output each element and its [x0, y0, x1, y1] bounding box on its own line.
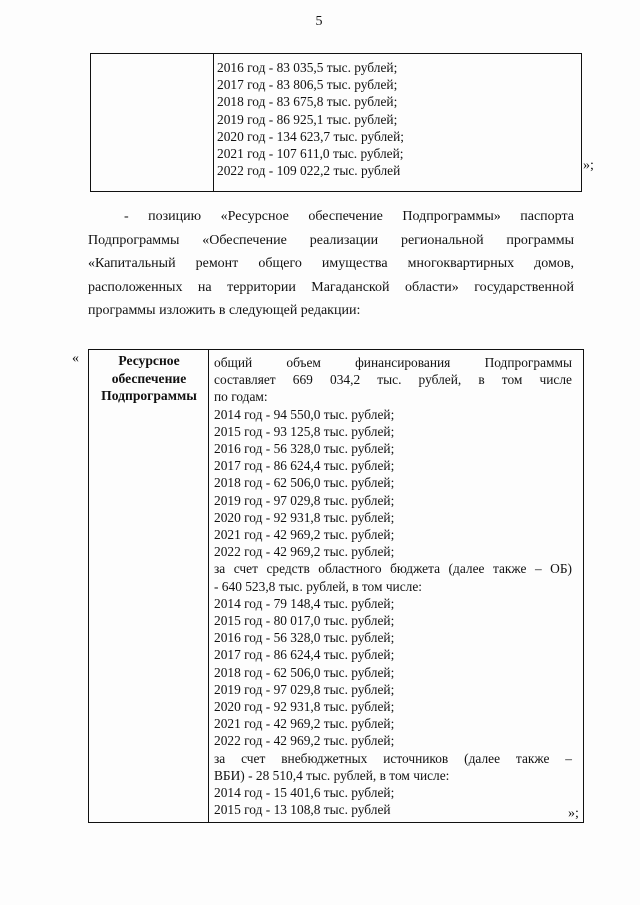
resource-provision-label: [99, 352, 199, 405]
page-number: 5: [315, 14, 323, 29]
financing-line: 2020 год - 92 931,8 тыс. рублей;: [214, 509, 395, 525]
column-divider: [213, 54, 214, 191]
financing-line: 2018 год - 62 506,0 тыс. рублей;: [214, 664, 395, 680]
financing-line: 2017 год - 83 806,5 тыс. рублей;: [217, 77, 398, 93]
financing-line: по годам:: [214, 389, 268, 405]
label-line: Ресурсное: [118, 353, 180, 368]
financing-line: 2018 год - 62 506,0 тыс. рублей;: [214, 475, 395, 491]
paragraph-line: программы изложить в следующей редакции:: [88, 303, 361, 318]
opening-quote: «: [72, 351, 79, 366]
paragraph-line: - позицию «Ресурсное обеспечение Подпрограммы» паспорта: [124, 209, 574, 224]
paragraph-line: расположенных на территории Магаданской области» государственной: [88, 279, 574, 295]
financing-line: за счет средств областного бюджета (далее также – ОБ): [214, 561, 572, 577]
column-divider: [208, 350, 209, 822]
closing-quote: »;: [583, 158, 594, 173]
paragraph-line: «Капитальный ремонт общего имущества многоквартирных домов,: [88, 256, 574, 271]
financing-line: 2019 год - 97 029,8 тыс. рублей;: [214, 681, 395, 697]
financing-line: - 640 523,8 тыс. рублей, в том числе:: [214, 578, 423, 594]
financing-line: 2015 год - 93 125,8 тыс. рублей;: [214, 423, 395, 439]
financing-line: 2018 год - 83 675,8 тыс. рублей;: [217, 94, 398, 110]
financing-line: 2020 год - 134 623,7 тыс. рублей;: [217, 128, 404, 144]
financing-line: 2019 год - 86 925,1 тыс. рублей;: [217, 111, 398, 127]
financing-line: 2014 год - 15 401,6 тыс. рублей;: [214, 785, 395, 801]
financing-table-continued: [90, 53, 582, 192]
label-line: Подпрограммы: [101, 388, 197, 403]
financing-line: за счет внебюджетных источников (далее также –: [214, 750, 572, 766]
financing-line: общий объем финансирования Подпрограммы: [214, 355, 572, 370]
label-line: обеспечение: [111, 370, 187, 386]
financing-line: 2014 год - 79 148,4 тыс. рублей;: [214, 595, 395, 611]
financing-line: 2017 год - 86 624,4 тыс. рублей;: [214, 458, 395, 474]
financing-line: 2021 год - 42 969,2 тыс. рублей;: [214, 527, 395, 543]
resource-provision-cell: [214, 354, 572, 818]
financing-line: 2016 год - 56 328,0 тыс. рублей;: [214, 630, 395, 646]
financing-line: 2016 год - 83 035,5 тыс. рублей;: [217, 60, 398, 75]
financing-line: 2017 год - 86 624,4 тыс. рублей;: [214, 647, 395, 663]
financing-line: 2019 год - 97 029,8 тыс. рублей;: [214, 492, 395, 508]
financing-line: 2020 год - 92 931,8 тыс. рублей;: [214, 699, 395, 715]
financing-cell: [217, 59, 404, 179]
financing-line: 2022 год - 42 969,2 тыс. рублей;: [214, 733, 395, 749]
resource-provision-table: [88, 349, 584, 823]
financing-line: 2014 год - 94 550,0 тыс. рублей;: [214, 406, 395, 422]
financing-line: 2021 год - 107 611,0 тыс. рублей;: [217, 146, 404, 162]
paragraph-line: Подпрограммы «Обеспечение реализации региональной программы: [88, 232, 574, 248]
financing-line: составляет 669 034,2 тыс. рублей, в том числе: [214, 372, 572, 388]
financing-line: 2015 год - 13 108,8 тыс. рублей: [214, 802, 391, 818]
financing-line: 2022 год - 42 969,2 тыс. рублей;: [214, 544, 395, 560]
financing-line: ВБИ) - 28 510,4 тыс. рублей, в том числе:: [214, 767, 450, 783]
financing-line: 2021 год - 42 969,2 тыс. рублей;: [214, 716, 395, 732]
financing-line: 2016 год - 56 328,0 тыс. рублей;: [214, 441, 395, 457]
financing-line: 2015 год - 80 017,0 тыс. рублей;: [214, 613, 395, 629]
financing-line: 2022 год - 109 022,2 тыс. рублей: [217, 163, 401, 179]
closing-quote-2: »;: [568, 806, 579, 821]
amendment-paragraph: [88, 205, 574, 323]
